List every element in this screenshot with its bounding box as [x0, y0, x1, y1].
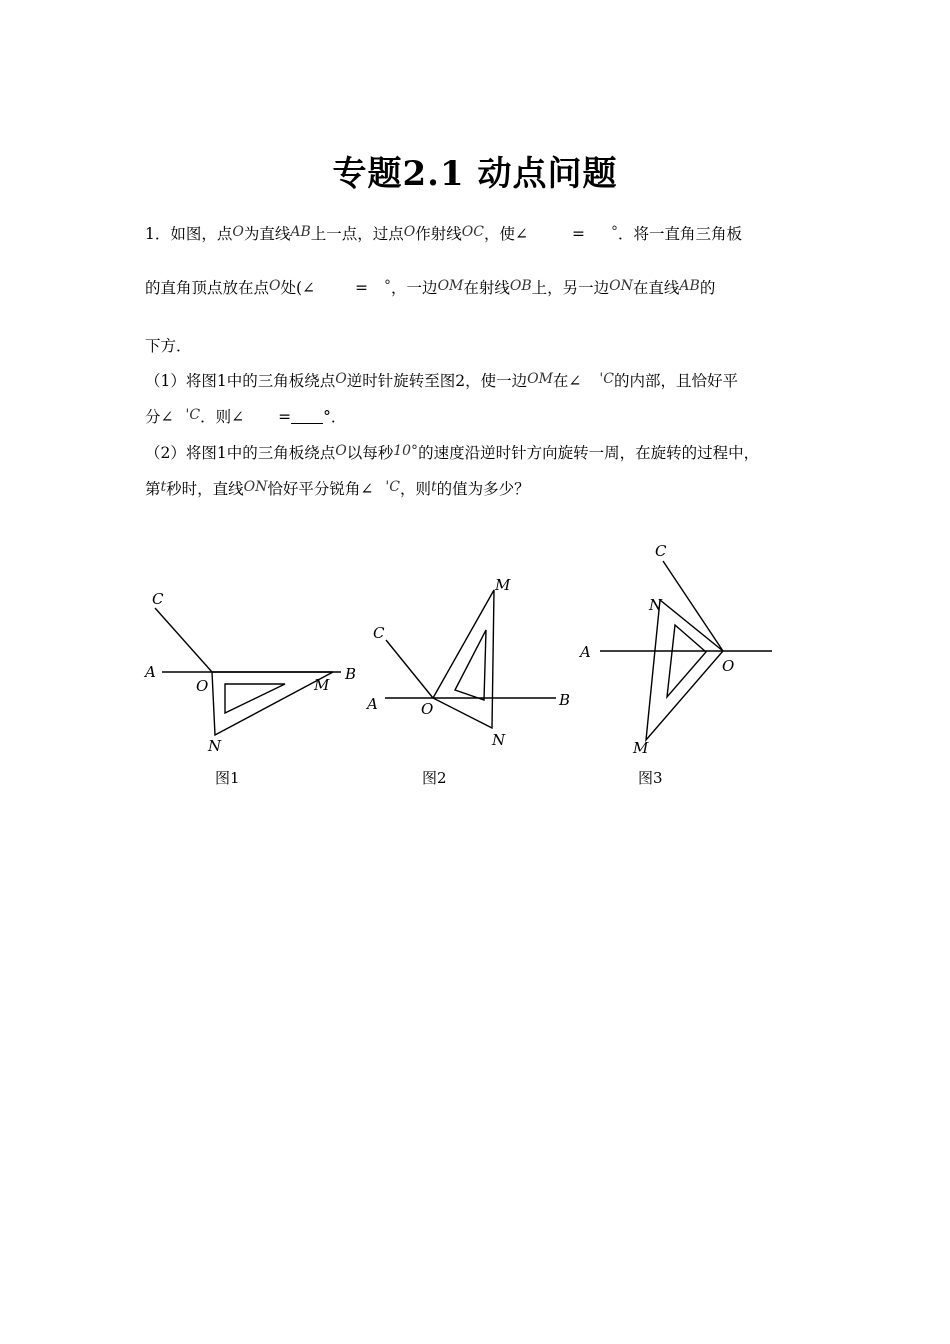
fig2-label-n: N: [492, 731, 506, 749]
fig3-label-o: O: [722, 657, 735, 675]
problem-line-2: 的直角顶点放在点O处(∠ = °，一边OM在射线OB上，另一边ON在直线AB的: [145, 278, 716, 297]
fig2-label-b: B: [559, 691, 571, 709]
fig1-label-b: B: [345, 665, 357, 683]
problem-line-3: 下方．: [145, 337, 192, 355]
fig1-label-m: M: [314, 676, 330, 694]
fig3-label-n: N: [649, 596, 663, 614]
question-2-line-2: 第t秒时，直线ON恰好平分锐角∠ 'C，则t的值为多少？: [145, 479, 530, 498]
fig1-ray-oc: [155, 608, 212, 672]
fig3-label-c: C: [655, 542, 667, 560]
question-2-line-1: （2）将图1中的三角板绕点O以每秒10°的速度沿逆时针方向旋转一周，在旋转的过程中，: [145, 443, 760, 462]
fig1-label-c: C: [152, 590, 164, 608]
fig1-caption: 图1: [215, 769, 240, 787]
figure-1: [155, 608, 341, 735]
question-1-line-2: 分∠ 'C．则∠ = °．: [145, 407, 347, 426]
fig2-label-o: O: [421, 700, 434, 718]
question-1-line-1: （1）将图1中的三角板绕点O逆时针旋转至图2，使一边OM在∠ 'C的内部，且恰好平: [145, 371, 738, 390]
fig3-ray-oc: [663, 561, 723, 651]
fig3-triangle-outer: [646, 600, 723, 740]
figure-3: [600, 561, 772, 740]
fig2-label-a: A: [367, 695, 378, 713]
fig1-label-n: N: [208, 737, 222, 755]
page-title: 专题2.1 动点问题: [332, 154, 618, 194]
fig3-label-a: A: [580, 643, 591, 661]
fig2-triangle-inner: [455, 630, 486, 700]
fig2-ray-oc: [386, 640, 433, 698]
fig2-label-c: C: [373, 624, 385, 642]
fig3-label-m: M: [633, 739, 649, 757]
fig2-label-m: M: [495, 576, 511, 594]
problem-line-1: 1．如图，点O为直线AB上一点，过点O作射线OC，使∠ = °．将一直角三角板: [145, 224, 743, 243]
fig3-triangle-inner: [667, 625, 706, 697]
fig1-label-a: A: [145, 663, 156, 681]
fig3-caption: 图3: [638, 769, 663, 787]
fig2-caption: 图2: [422, 769, 447, 787]
fig1-label-o: O: [196, 677, 209, 695]
figure-2: [385, 590, 556, 728]
fig1-triangle-inner: [225, 684, 285, 713]
